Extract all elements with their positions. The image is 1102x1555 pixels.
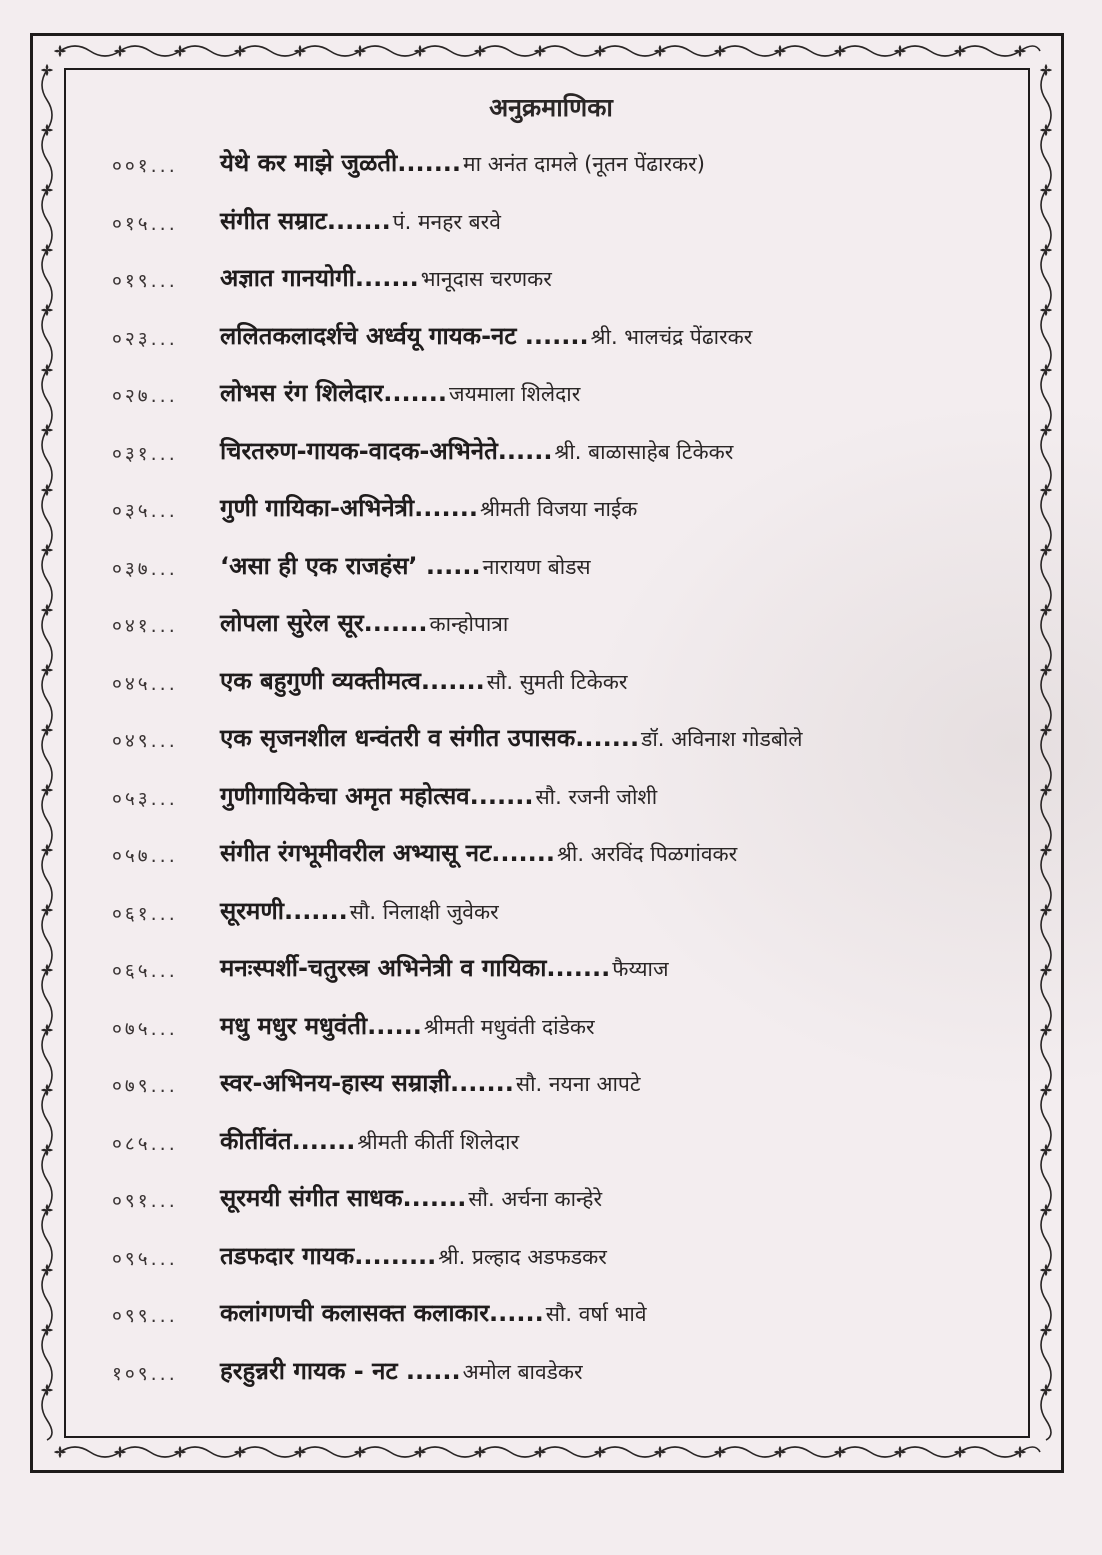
toc-entry-title-line — [220, 261, 552, 294]
toc-entry-title: संगीत रंगभूमीवरील अभ्यासू नट....... — [220, 839, 556, 867]
toc-entry-author: सौ. वर्षा भावे — [545, 1302, 647, 1326]
fleur-ornament-icon — [894, 1446, 906, 1458]
fleur-ornament-icon — [534, 45, 546, 57]
toc-entry-title-line — [220, 1181, 602, 1214]
toc-entry-title-line — [220, 1009, 595, 1042]
toc-entry-page-number: ०५३... — [112, 787, 178, 810]
fleur-ornament-icon — [1040, 64, 1052, 76]
toc-entry — [0, 779, 1102, 819]
toc-entry-title-line — [220, 894, 499, 927]
toc-entry — [0, 261, 1102, 301]
fleur-ornament-icon — [41, 124, 53, 136]
fleur-ornament-icon — [294, 1446, 306, 1458]
toc-entry — [0, 1009, 1102, 1049]
toc-entry-page-number: ०३१... — [112, 442, 178, 465]
fleur-ornament-icon — [234, 45, 246, 57]
toc-entry-title: कलांगणची कलासक्त कलाकार...... — [220, 1299, 544, 1327]
fleur-ornament-icon — [54, 1446, 66, 1458]
toc-entry — [0, 664, 1102, 704]
toc-entry-page-number: ०२७... — [112, 385, 178, 407]
toc-entry-title-line — [220, 1066, 640, 1099]
toc-entry — [0, 1296, 1102, 1336]
toc-entry-title-line — [220, 434, 733, 467]
toc-entry-page-number: ०९९... — [112, 1305, 178, 1327]
toc-entry-author: सौ. सुमती टिकेकर — [486, 669, 628, 694]
fleur-ornament-icon — [894, 45, 906, 57]
fleur-ornament-icon — [41, 244, 53, 256]
toc-entry-page-number: ०६५... — [112, 960, 178, 982]
fleur-ornament-icon — [234, 1446, 246, 1458]
toc-entry-author: भानूदास चरणकर — [420, 267, 552, 291]
toc-entry — [0, 319, 1102, 359]
toc-entry-page-number: ०१९... — [112, 270, 178, 292]
toc-entry-author: जयमाला शिलेदार — [449, 382, 581, 406]
toc-entry-page-number: ०५७... — [112, 845, 178, 867]
toc-entry-author: नारायण बोडस — [482, 554, 591, 579]
toc-entry-author: सौ. रजनी जोशी — [535, 784, 658, 809]
fleur-ornament-icon — [41, 64, 53, 76]
toc-entry-author: सौ. अर्चना कान्हेरे — [468, 1187, 603, 1211]
fleur-ornament-icon — [114, 45, 126, 57]
toc-entry-page-number: ०८५... — [112, 1132, 178, 1155]
toc-entry-page-number: ०९५... — [112, 1247, 178, 1270]
toc-entry — [0, 376, 1102, 416]
toc-entry-title: एक सृजनशील धन्वंतरी व संगीत उपासक....... — [220, 724, 640, 752]
fleur-ornament-icon — [354, 1446, 366, 1458]
toc-entry-page-number: ०३५... — [112, 500, 178, 522]
toc-entry-author: श्री. अरविंद पिळगांवकर — [557, 842, 738, 866]
fleur-ornament-icon — [774, 45, 786, 57]
toc-entry-author: श्री. बाळासाहेब टिकेकर — [554, 439, 734, 464]
toc-entry-title-line — [220, 376, 580, 409]
fleur-ornament-icon — [714, 45, 726, 57]
toc-entry-title-line — [220, 779, 657, 812]
toc-entry-page-number: ००१... — [112, 155, 178, 177]
toc-entry-title-line — [220, 836, 737, 869]
toc-entry-author: श्री. प्रल्हाद अडफडकर — [438, 1244, 607, 1269]
toc-entry-page-number: १०९... — [112, 1362, 178, 1385]
toc-entry-title: चिरतरुण-गायक-वादक-अभिनेते...... — [220, 436, 553, 465]
toc-entry-title-line — [220, 549, 591, 582]
toc-entry-title-line — [220, 204, 501, 237]
fleur-ornament-icon — [1014, 45, 1026, 57]
toc-entry — [0, 721, 1102, 761]
toc-entry-title: येथे कर माझे जुळती....... — [220, 149, 462, 177]
toc-entry-title-line — [220, 1296, 647, 1329]
toc-entry — [0, 1181, 1102, 1221]
fleur-ornament-icon — [834, 45, 846, 57]
toc-entry-title: मधु मधुर मधुवंती...... — [220, 1011, 422, 1040]
toc-entry-title: लोभस रंग शिलेदार....... — [220, 379, 448, 407]
toc-entry — [0, 146, 1102, 186]
fleur-ornament-icon — [54, 45, 66, 57]
toc-entry-title: सूरमयी संगीत साधक....... — [220, 1184, 467, 1212]
toc-entry — [0, 836, 1102, 876]
fleur-ornament-icon — [174, 45, 186, 57]
fleur-ornament-icon — [294, 45, 306, 57]
toc-entry — [0, 1239, 1102, 1279]
toc-entry-page-number: ०४५... — [112, 672, 178, 695]
toc-entry-title-line — [220, 1124, 519, 1157]
toc-entry — [0, 434, 1102, 474]
toc-entry-page-number: ०७५... — [112, 1017, 178, 1040]
fleur-ornament-icon — [114, 1446, 126, 1458]
toc-entry-title-line — [220, 606, 508, 639]
toc-entry-page-number: ०६१... — [112, 902, 178, 925]
fleur-ornament-icon — [474, 45, 486, 57]
toc-entry — [0, 491, 1102, 531]
page-title: अनुक्रमाणिका — [489, 93, 613, 122]
fleur-ornament-icon — [954, 45, 966, 57]
fleur-ornament-icon — [414, 1446, 426, 1458]
toc-entry-title-line — [220, 1239, 607, 1272]
fleur-ornament-icon — [414, 45, 426, 57]
toc-entry-title: कीर्तीवंत....... — [220, 1126, 356, 1155]
fleur-ornament-icon — [1040, 244, 1052, 256]
fleur-ornament-icon — [534, 1446, 546, 1458]
toc-entry-author: श्री. भालचंद्र पेंढारकर — [590, 324, 753, 349]
toc-entry — [0, 606, 1102, 646]
toc-entry-title: हरहुन्नरी गायक - नट ...... — [220, 1356, 461, 1385]
toc-entry-page-number: ०७९... — [112, 1075, 178, 1097]
toc-entry-title: स्वर-अभिनय-हास्य सम्राज्ञी....... — [220, 1069, 514, 1097]
toc-entry-title: लोपला सुरेल सूर....... — [220, 609, 428, 637]
fleur-ornament-icon — [354, 45, 366, 57]
toc-entry-title: ‘असा ही एक राजहंस’ ...... — [220, 551, 481, 580]
toc-entry-page-number: ०१५... — [112, 212, 178, 235]
toc-entry-title: संगीत सम्राट....... — [220, 206, 391, 235]
toc-entry-author: श्रीमती मधुवंती दांडेकर — [423, 1014, 595, 1039]
fleur-ornament-icon — [654, 1446, 666, 1458]
toc-entry-page-number: ०९१... — [112, 1190, 178, 1212]
fleur-ornament-icon — [1014, 1446, 1026, 1458]
toc-entry-page-number: ०४१... — [112, 615, 178, 637]
fleur-ornament-icon — [174, 1446, 186, 1458]
toc-entry-title-line — [220, 146, 705, 179]
fleur-ornament-icon — [774, 1446, 786, 1458]
fleur-ornament-icon — [834, 1446, 846, 1458]
toc-entry-author: अमोल बावडेकर — [462, 1359, 583, 1384]
toc-entry-title: एक बहुगुणी व्यक्तीमत्व....... — [220, 666, 485, 695]
toc-entry-title-line — [220, 1354, 583, 1387]
toc-entry — [0, 951, 1102, 991]
toc-entry-title-line — [220, 951, 669, 984]
fleur-ornament-icon — [1040, 364, 1052, 376]
toc-entry-title: गुणीगायिकेचा अमृत महोत्सव....... — [220, 781, 534, 810]
fleur-ornament-icon — [594, 1446, 606, 1458]
fleur-ornament-icon — [594, 45, 606, 57]
toc-entry — [0, 1354, 1102, 1394]
toc-entry-author: श्रीमती कीर्ती शिलेदार — [357, 1129, 520, 1154]
fleur-ornament-icon — [1040, 124, 1052, 136]
fleur-ornament-icon — [41, 304, 53, 316]
toc-entry-author: सौ. निलाक्षी जुवेकर — [349, 899, 499, 924]
toc-entry-author: पं. मनहर बरवे — [392, 209, 501, 234]
toc-entry-title: ललितकलादर्शचे अर्ध्वयू गायक-नट ....... — [220, 321, 589, 350]
toc-entry-title: मनःस्पर्शी-चतुरस्त्र अभिनेत्री व गायिका....... — [220, 954, 611, 982]
toc-entry-author: फैय्याज — [612, 957, 669, 981]
toc-entry-title: गुणी गायिका-अभिनेत्री....... — [220, 494, 478, 522]
toc-entry — [0, 549, 1102, 589]
fleur-ornament-icon — [954, 1446, 966, 1458]
toc-entry — [0, 1066, 1102, 1106]
toc-entry-title-line — [220, 491, 637, 524]
toc-entry — [0, 1124, 1102, 1164]
toc-entry-author: डॉ. अविनाश गोडबोले — [641, 727, 803, 751]
fleur-ornament-icon — [654, 45, 666, 57]
fleur-ornament-icon — [474, 1446, 486, 1458]
toc-entry-author: श्रीमती विजया नाईक — [479, 497, 638, 521]
fleur-ornament-icon — [1040, 304, 1052, 316]
toc-entry-title: तडफदार गायक......... — [220, 1241, 437, 1270]
toc-entry-author: सौ. नयना आपटे — [515, 1072, 641, 1096]
toc-entry-page-number: ०३७... — [112, 557, 178, 580]
toc-entry — [0, 894, 1102, 934]
toc-entry-title: अज्ञात गानयोगी....... — [220, 264, 419, 292]
toc-entry-author: मा अनंत दामले (नूतन पेंढारकर) — [463, 152, 705, 176]
toc-entry-page-number: ०२३... — [112, 327, 178, 350]
toc-entry-title: सूरमणी....... — [220, 896, 348, 925]
fleur-ornament-icon — [41, 364, 53, 376]
toc-entry-title-line — [220, 721, 803, 754]
fleur-ornament-icon — [714, 1446, 726, 1458]
toc-entry-author: कान्होपात्रा — [429, 612, 509, 636]
toc-entry — [0, 204, 1102, 244]
toc-entry-title-line — [220, 664, 627, 697]
toc-entry-page-number: ०४९... — [112, 730, 178, 752]
toc-entry-title-line — [220, 319, 752, 352]
